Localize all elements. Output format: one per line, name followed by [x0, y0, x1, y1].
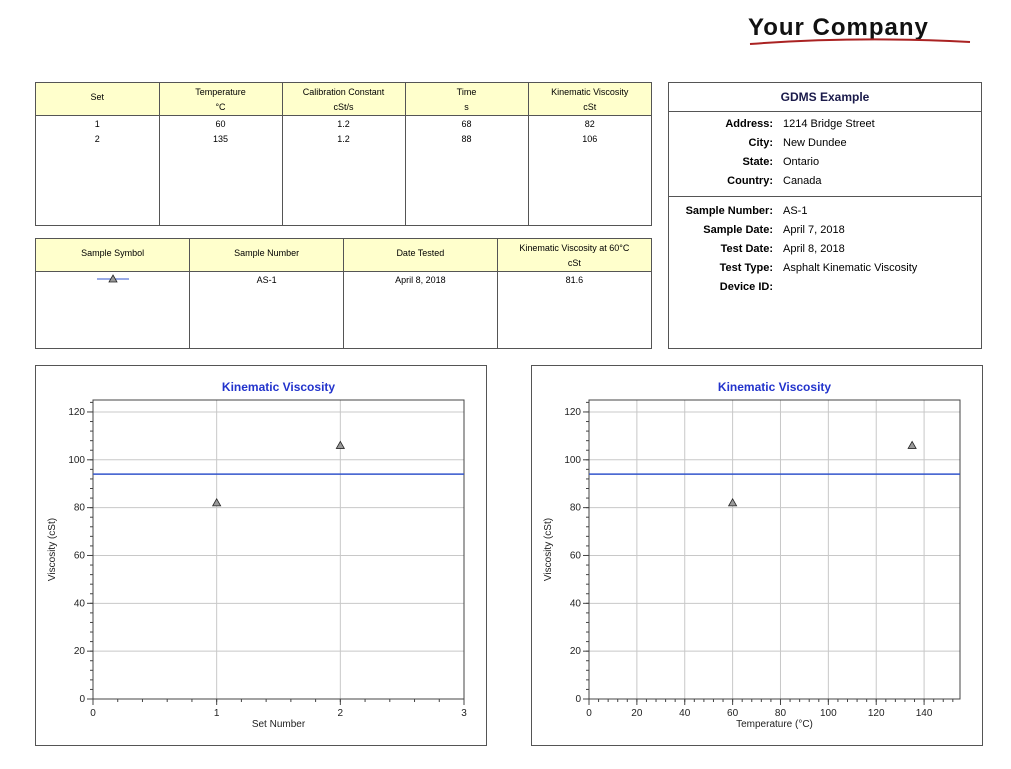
- x-tick-label: 40: [679, 708, 691, 719]
- table-row: [36, 272, 651, 288]
- company-name: Your Company: [748, 14, 929, 41]
- table-cell: [405, 146, 528, 225]
- y-tick-label: 20: [569, 646, 581, 658]
- col-header-label: Date Tested: [396, 247, 445, 258]
- table-cell: [159, 146, 282, 225]
- info-value: AS-1: [783, 205, 808, 217]
- info-value: Ontario: [783, 156, 820, 168]
- info-row-state: [669, 154, 981, 173]
- info-label: Test Type:: [719, 262, 773, 274]
- x-tick-label: 0: [586, 708, 592, 719]
- col-header-temperature: [159, 83, 282, 116]
- col-header-time: [405, 83, 528, 116]
- table-cell: [36, 287, 190, 348]
- col-header-label: Temperature: [195, 86, 246, 97]
- chart-viscosity-vs-temperature: [531, 365, 983, 746]
- chart-svg: [532, 366, 982, 745]
- table-cell: 135: [159, 131, 282, 146]
- sets-table-header: [36, 83, 651, 116]
- y-tick-label: 0: [575, 694, 581, 705]
- company-logo: [748, 14, 978, 50]
- col-header-label: Time: [456, 86, 477, 97]
- info-label: Sample Number:: [685, 205, 773, 217]
- sample-table-header: [36, 239, 651, 272]
- info-panel: [668, 82, 982, 349]
- info-label: Device ID:: [719, 281, 773, 293]
- table-cell: [36, 146, 159, 225]
- y-axis-title: Viscosity (cSt): [47, 517, 58, 582]
- col-header-sample-symbol: [36, 239, 190, 272]
- info-row-city: [669, 135, 981, 154]
- col-header-viscosity-60c: [497, 239, 651, 272]
- table-row: [36, 116, 651, 132]
- col-header-calibration-constant: [282, 83, 405, 116]
- info-row-device-id: [669, 279, 981, 298]
- info-label: Country:: [727, 175, 773, 187]
- table-cell: 60: [159, 116, 282, 132]
- col-header-unit: cSt/s: [333, 101, 354, 112]
- table-cell: [282, 146, 405, 225]
- col-header-set: [36, 83, 159, 116]
- y-tick-label: 40: [73, 598, 85, 610]
- table-cell: [190, 287, 344, 348]
- x-tick-label: 80: [774, 708, 787, 719]
- y-tick-label: 100: [68, 454, 85, 466]
- sets-table-box: [35, 82, 652, 226]
- info-label: Sample Date:: [703, 224, 773, 236]
- x-tick-label: 3: [461, 708, 467, 719]
- table-cell: 1: [36, 116, 159, 132]
- table-cell: 2: [36, 131, 159, 146]
- info-divider: [669, 196, 981, 197]
- info-row-sample-number: [669, 203, 981, 222]
- table-cell: [497, 287, 651, 348]
- table-row: [36, 131, 651, 146]
- y-tick-label: 80: [569, 502, 581, 514]
- logo-swoosh-icon: [748, 14, 978, 50]
- info-label: State:: [742, 156, 773, 168]
- col-header-label: Set: [90, 91, 104, 102]
- info-value: Canada: [783, 175, 822, 187]
- col-header-date-tested: [344, 239, 498, 272]
- table-filler-row: [36, 146, 651, 225]
- plot-area: [589, 400, 960, 699]
- table-cell: 81.6: [565, 274, 584, 285]
- col-header-unit: °C: [215, 101, 226, 112]
- info-label: City:: [748, 137, 773, 149]
- col-header-unit: cSt: [583, 101, 597, 112]
- info-row-country: [669, 173, 981, 192]
- col-header-unit: cSt: [567, 257, 581, 268]
- y-axis-title: Viscosity (cSt): [543, 517, 554, 582]
- x-tick-label: 60: [727, 708, 739, 719]
- col-header-label: Sample Number: [234, 247, 300, 258]
- chart-svg: [36, 366, 486, 745]
- y-tick-label: 60: [73, 550, 85, 562]
- info-row-test-date: [669, 241, 981, 260]
- sample-table-box: [35, 238, 652, 349]
- info-label: Test Date:: [720, 243, 773, 255]
- chart-title: Kinematic Viscosity: [221, 380, 336, 394]
- x-tick-label: 2: [337, 708, 344, 719]
- x-tick-label: 100: [820, 708, 837, 719]
- table-cell: 1.2: [282, 116, 405, 132]
- col-header-kinematic-viscosity: [528, 83, 651, 116]
- info-row-address: [669, 116, 981, 135]
- info-row-test-type: [669, 260, 981, 279]
- col-header-unit: s: [464, 101, 469, 112]
- table-cell: 1.2: [282, 131, 405, 146]
- info-panel-title: GDMS Example: [669, 83, 981, 112]
- info-value: April 7, 2018: [783, 224, 845, 236]
- y-tick-label: 60: [569, 550, 581, 562]
- y-tick-label: 40: [569, 598, 581, 610]
- x-tick-label: 20: [631, 708, 643, 719]
- x-axis-title: Temperature (°C): [736, 719, 813, 730]
- col-header-label: Kinematic Viscosity: [551, 86, 629, 97]
- table-cell: 82: [584, 118, 595, 129]
- x-tick-label: 120: [867, 708, 885, 719]
- y-tick-label: 100: [564, 454, 581, 466]
- info-value: Asphalt Kinematic Viscosity: [783, 262, 918, 274]
- info-label: Address:: [725, 118, 773, 130]
- x-tick-label: 1: [213, 708, 220, 719]
- table-cell: [344, 287, 498, 348]
- y-tick-label: 120: [68, 406, 85, 418]
- y-tick-label: 20: [73, 646, 85, 658]
- y-tick-label: 80: [73, 502, 85, 514]
- sets-table: [36, 83, 651, 225]
- col-header-label: Sample Symbol: [81, 247, 145, 258]
- table-filler-row: [36, 287, 651, 348]
- x-axis-title: Set Number: [251, 719, 306, 730]
- table-cell: 68: [405, 116, 528, 132]
- table-cell: 106: [582, 133, 598, 144]
- sample-table: [36, 239, 651, 348]
- info-value: 1214 Bridge Street: [783, 118, 875, 130]
- chart-title: Kinematic Viscosity: [717, 380, 832, 394]
- info-value: New Dundee: [783, 137, 847, 149]
- col-header-label: Kinematic Viscosity at 60°C: [519, 242, 630, 253]
- table-cell: April 8, 2018: [344, 272, 498, 288]
- table-cell: [528, 146, 651, 225]
- table-cell: 88: [405, 131, 528, 146]
- col-header-sample-number: [190, 239, 344, 272]
- chart-viscosity-vs-set: [35, 365, 487, 746]
- plot-area: [93, 400, 464, 699]
- y-tick-label: 0: [79, 694, 85, 705]
- sample-symbol-cell: [36, 272, 190, 288]
- table-cell: AS-1: [190, 272, 344, 288]
- info-row-sample-date: [669, 222, 981, 241]
- y-tick-label: 120: [564, 406, 581, 418]
- x-tick-label: 140: [915, 708, 933, 719]
- x-tick-label: 0: [90, 708, 96, 719]
- triangle-marker-icon: [97, 274, 129, 284]
- col-header-label: Calibration Constant: [302, 86, 385, 97]
- info-value: April 8, 2018: [783, 243, 845, 255]
